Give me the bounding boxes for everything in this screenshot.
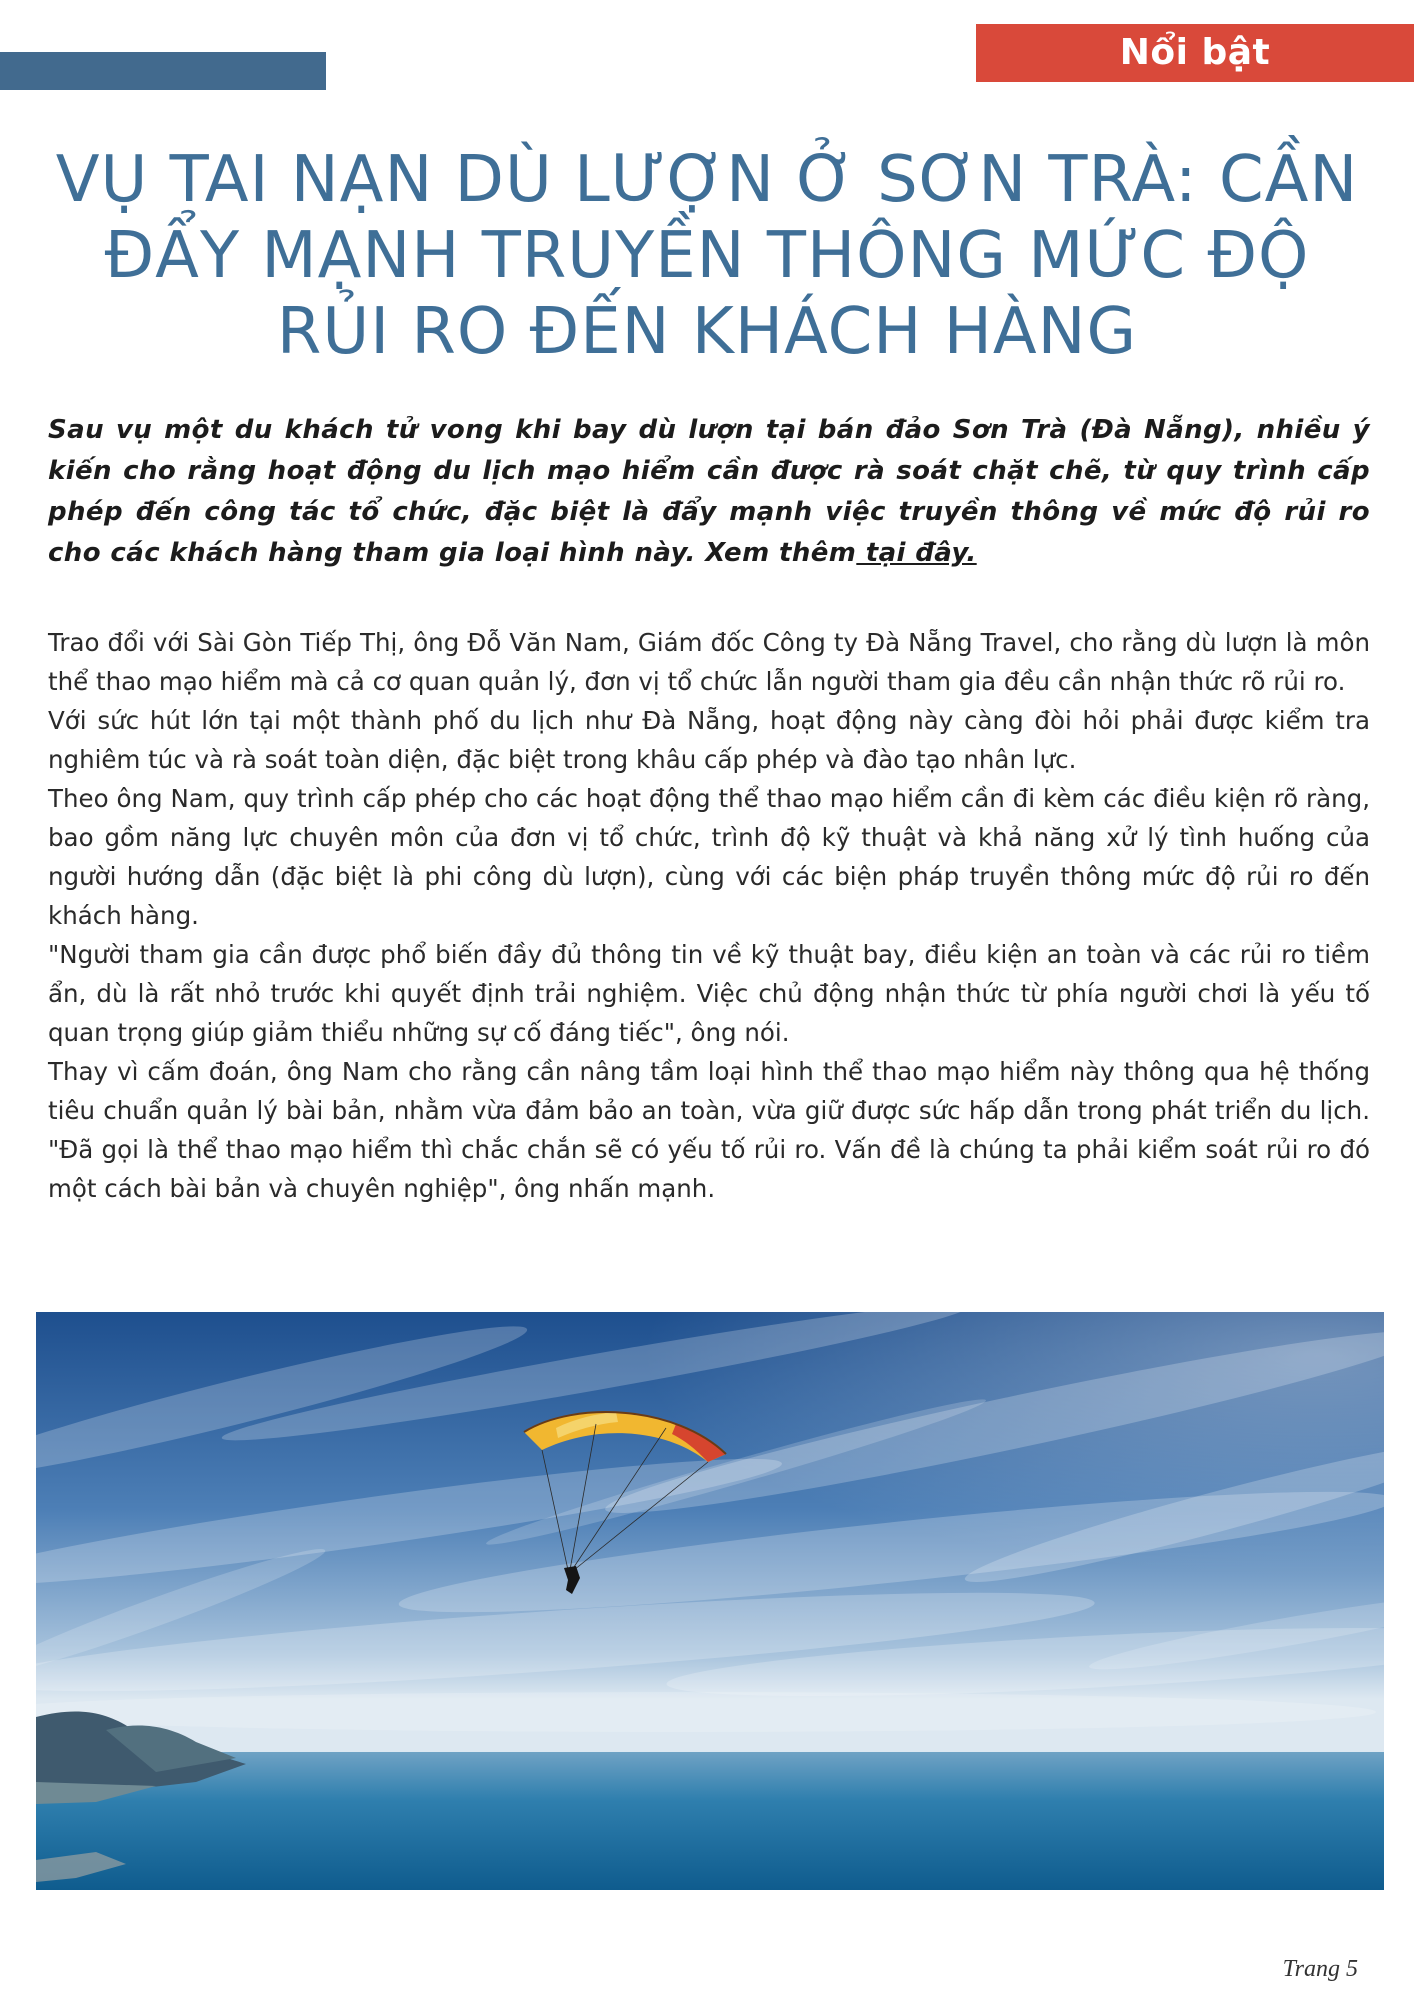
page-number: Trang 5 — [1282, 1956, 1358, 1982]
body-paragraph: Thay vì cấm đoán, ông Nam cho rằng cần nâng tầm loại hình thể thao mạo hiểm này thông qua hệ thống tiêu chuẩn quản lý bài bản, nhằm vừa đảm bảo an toàn, vừa giữ được sức hấp dẫn trong phát triển du lịch. "Đã gọi là thể thao mạo hiểm thì chắc chắn sẽ có yếu tố rủi ro. Vấn đề là chúng ta phải kiểm soát rủi ro đó một cách bài bản và chuyên nghiệp", ông nhấn mạnh. — [48, 1057, 1370, 1203]
article-lead — [48, 410, 1370, 574]
body-paragraph: Với sức hút lớn tại một thành phố du lịch như Đà Nẵng, hoạt động này càng đòi hỏi phải được kiểm tra nghiêm túc và rà soát toàn diện, đặc biệt trong khâu cấp phép và đào tạo nhân lực. — [48, 706, 1370, 774]
lead-text: Sau vụ một du khách tử vong khi bay dù lượn tại bán đảo Sơn Trà (Đà Nẵng), nhiều ý kiến cho rằng hoạt động du lịch mạo hiểm cần được rà soát chặt chẽ, từ quy trình cấp phép đến công tác tổ chức, đặc biệt là đẩy mạnh việc truyền thông về mức độ rủi ro cho các khách hàng tham gia loại hình này. Xem thêm — [48, 415, 1370, 568]
body-paragraph: "Người tham gia cần được phổ biến đầy đủ thông tin về kỹ thuật bay, điều kiện an toàn và các rủi ro tiềm ẩn, dù là rất nhỏ trước khi quyết định trải nghiệm. Việc chủ động nhận thức từ phía người chơi là yếu tố quan trọng giúp giảm thiểu những sự cố đáng tiếc", ông nói. — [48, 940, 1370, 1047]
read-more-link[interactable]: tại đây. — [856, 538, 977, 568]
header-accent-bar — [0, 52, 326, 90]
body-paragraph: Trao đổi với Sài Gòn Tiếp Thị, ông Đỗ Văn Nam, Giám đốc Công ty Đà Nẵng Travel, cho rằng dù lượn là môn thể thao mạo hiểm mà cả cơ quan quản lý, đơn vị tổ chức lẫn người tham gia đều cần nhận thức rõ rủi ro. — [48, 628, 1370, 696]
article-body — [48, 623, 1370, 1208]
paraglider-photo — [36, 1312, 1384, 1890]
article-headline: VỤ TAI NẠN DÙ LƯỢN Ở SƠN TRÀ: CẦN ĐẨY MẠNH TRUYỀN THÔNG MỨC ĐỘ RỦI RO ĐẾN KHÁCH HÀNG — [55, 143, 1359, 369]
section-badge: Nổi bật — [976, 24, 1414, 82]
body-paragraph: Theo ông Nam, quy trình cấp phép cho các hoạt động thể thao mạo hiểm cần đi kèm các điều kiện rõ ràng, bao gồm năng lực chuyên môn của đơn vị tổ chức, trình độ kỹ thuật và khả năng xử lý tình huống của người hướng dẫn (đặc biệt là phi công dù lượn), cùng với các biện pháp truyền thông mức độ rủi ro đến khách hàng. — [48, 784, 1370, 930]
